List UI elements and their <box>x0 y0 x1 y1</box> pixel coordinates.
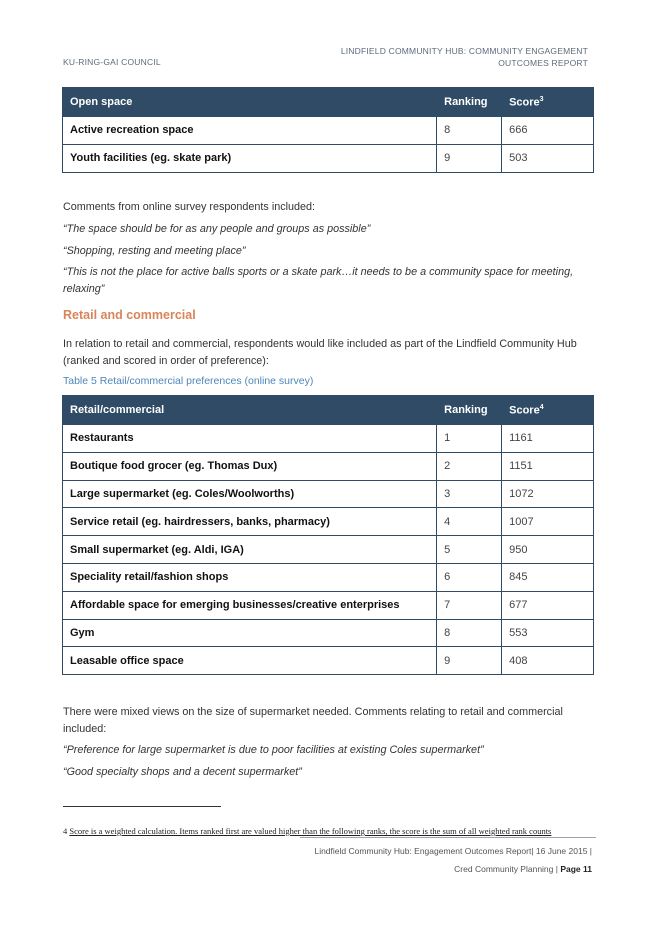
table-row <box>63 117 594 145</box>
footnote <box>63 826 551 836</box>
open-space-comments-intro: Comments from online survey respondents included: <box>63 201 316 213</box>
row-score: 408 <box>502 647 594 675</box>
row-label: Small supermarket (eg. Aldi, IGA) <box>63 536 437 564</box>
row-label: Service retail (eg. hairdressers, banks, pharmacy) <box>63 508 437 536</box>
row-ranking: 4 <box>437 508 502 536</box>
footer-report-info: Lindfield Community Hub: Engagement Outcomes Report| 16 June 2015 | <box>314 846 592 856</box>
row-score: 845 <box>502 563 594 591</box>
footnote-ref: 4 <box>539 403 544 411</box>
page-number: Page 11 <box>560 864 592 874</box>
header-council-name: KU-RING-GAI COUNCIL <box>63 57 161 67</box>
retail-quote: “Good specialty shops and a decent supermarket” <box>63 766 302 778</box>
table-row <box>63 452 594 480</box>
row-score: 553 <box>502 619 594 647</box>
column-header-score <box>502 88 594 117</box>
row-score: 950 <box>502 536 594 564</box>
footer-org: Cred Community Planning | <box>454 864 561 874</box>
row-ranking: 2 <box>437 452 502 480</box>
footnote-divider <box>63 806 221 807</box>
open-space-quote: “The space should be for as any people and groups as possible” <box>63 223 371 235</box>
column-header-ranking: Ranking <box>437 88 502 117</box>
table-row <box>63 563 594 591</box>
column-header-ranking: Ranking <box>437 396 502 425</box>
column-header-category: Open space <box>63 88 437 117</box>
row-ranking: 6 <box>437 563 502 591</box>
score-label: Score <box>509 404 540 417</box>
footer-divider <box>300 837 596 838</box>
row-ranking: 7 <box>437 591 502 619</box>
table-row <box>63 619 594 647</box>
table-row <box>63 480 594 508</box>
column-header-score <box>502 396 594 425</box>
row-score: 677 <box>502 591 594 619</box>
row-label: Boutique food grocer (eg. Thomas Dux) <box>63 452 437 480</box>
table-row <box>63 144 594 172</box>
footer-page-info <box>454 864 592 874</box>
open-space-table <box>62 87 594 173</box>
row-ranking: 1 <box>437 425 502 453</box>
footnote-number: 4 <box>63 826 68 836</box>
row-score: 1007 <box>502 508 594 536</box>
row-label: Leasable office space <box>63 647 437 675</box>
row-label: Gym <box>63 619 437 647</box>
score-label: Score <box>509 96 540 109</box>
row-ranking: 8 <box>437 619 502 647</box>
table-header-row <box>63 88 594 117</box>
table-row <box>63 425 594 453</box>
footnote-ref: 3 <box>539 95 544 103</box>
row-score: 503 <box>502 144 594 172</box>
open-space-quote: “Shopping, resting and meeting place” <box>63 245 246 257</box>
header-title-line1: LINDFIELD COMMUNITY HUB: COMMUNITY ENGAGEMENT <box>340 46 588 56</box>
row-ranking: 8 <box>437 117 502 145</box>
retail-comments-intro: There were mixed views on the size of supermarket needed. Comments relating to retail and commercial included: <box>63 706 563 735</box>
row-ranking: 5 <box>437 536 502 564</box>
retail-table <box>62 395 594 675</box>
row-score: 1151 <box>502 452 594 480</box>
row-score: 1161 <box>502 425 594 453</box>
row-label: Restaurants <box>63 425 437 453</box>
table-row <box>63 647 594 675</box>
row-ranking: 9 <box>437 647 502 675</box>
section-intro: In relation to retail and commercial, respondents would like included as part of the Lindfield Community Hub (ranked and scored in order of preference): <box>63 338 577 367</box>
row-ranking: 3 <box>437 480 502 508</box>
row-ranking: 9 <box>437 144 502 172</box>
table-row <box>63 591 594 619</box>
row-label: Affordable space for emerging businesses/creative enterprises <box>63 591 437 619</box>
row-label: Large supermarket (eg. Coles/Woolworths) <box>63 480 437 508</box>
header-report-title <box>341 45 588 69</box>
row-label: Speciality retail/fashion shops <box>63 563 437 591</box>
footnote-text: Score is a weighted calculation. Items ranked first are valued higher than the following ranks, the score is the sum of all weighted rank counts <box>69 826 552 836</box>
section-heading: Retail and commercial <box>63 308 196 322</box>
table-row <box>63 536 594 564</box>
row-label: Active recreation space <box>63 117 437 145</box>
retail-quote: “Preference for large supermarket is due to poor facilities at existing Coles supermarket” <box>63 744 484 756</box>
open-space-quote: “This is not the place for active balls sports or a skate park…it needs to be a community space for meeting, relaxing” <box>63 266 574 295</box>
row-label: Youth facilities (eg. skate park) <box>63 144 437 172</box>
row-score: 666 <box>502 117 594 145</box>
table-caption: Table 5 Retail/commercial preferences (online survey) <box>63 375 314 387</box>
row-score: 1072 <box>502 480 594 508</box>
table-row <box>63 508 594 536</box>
table-header-row <box>63 396 594 425</box>
column-header-category: Retail/commercial <box>63 396 437 425</box>
header-title-line2: OUTCOMES REPORT <box>498 58 588 68</box>
